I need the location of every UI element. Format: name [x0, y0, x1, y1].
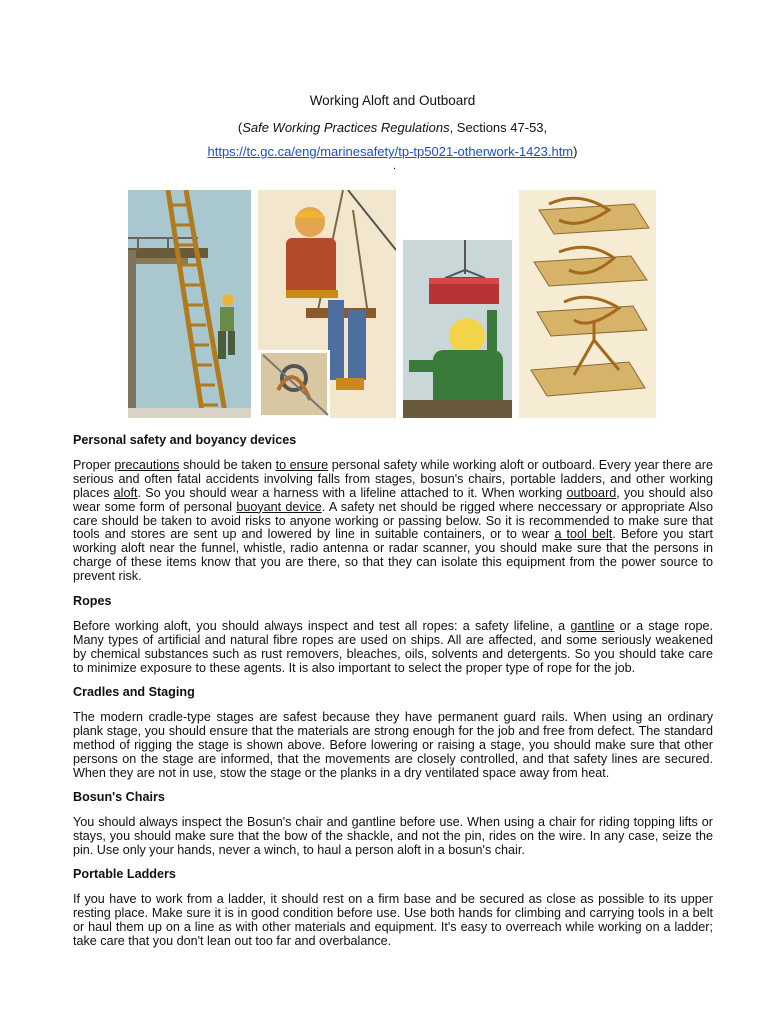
section-paragraph: [73, 620, 713, 676]
text-run: should be taken: [179, 457, 276, 472]
underlined-term: buoyant device: [236, 499, 322, 514]
stage-rigging-knots-illustration: [519, 190, 656, 418]
text-run: Proper: [73, 457, 115, 472]
source-link[interactable]: https://tc.gc.ca/eng/marinesafety/tp-tp5021-otherwork-1423.htm: [207, 144, 574, 159]
section-paragraph: [73, 459, 713, 584]
citation-url-line: [0, 144, 768, 159]
section-paragraph: You should always inspect the Bosun's chair and gantline before use. When using a chair for riding topping lifts or stays, you should make sure that the bow of the shackle, and not the pin, rides on the wire. In any case, seize the pin. Use only your hands, never a winch, to haul a person aloft in a bosun's chair.: [73, 814, 713, 857]
underlined-term: to ensure: [275, 457, 329, 472]
underlined-term: aloft: [113, 485, 138, 500]
worker-climbing-ladder-illustration: [128, 190, 251, 418]
text-run: , you should also wear some form of personal: [73, 485, 714, 514]
worker-in-bosuns-chair-illustration: [258, 190, 396, 418]
section-paragraph: The modern cradle-type stages are safest because they have permanent guard rails. When using an ordinary plank stage, you should ensure that the materials are strong enough for the job and free from defect. The standard method of rigging the stage is shown above. Before lowering or raising a stage, you should make sure that other persons on the stage are informed, that the movements are closely controlled, and that safety lines are secured. When they are not in use, stow the stage or the planks in a dry ventilated space away from heat.: [73, 709, 713, 780]
text-run: or a stage rope. Many types of artificial and natural fibre ropes are used on ships. All are affected, and some seriously weakened by chemical substances such as rust removers, bleaches, oils, solvents and detergents. So you should take care to minimize exposure to these agents. It is also important to select the proper type of rope for the job.: [73, 618, 714, 675]
section-cradles-staging: [73, 686, 713, 780]
text-run: . Before you start working aloft near the funnel, whistle, radio antenna or radar scanner, you should make sure that the persons in charge of these items know that you are there, so that they can isolate this equipment from the power source to prevent risk.: [73, 527, 713, 584]
section-paragraph: If you have to work from a ladder, it should rest on a firm base and be secured as close as possible to its upper resting place. Make sure it is in good condition before use. Use both hands for climbing and carrying tools in a belt or haul them up on a line as with other materials and equipment. It's easy to overreach while working on a ladder; take care that you don't lean out too far and overbalance.: [73, 891, 713, 948]
text-run: Also care should be taken to avoid risks to anyone working or passing below. So it is recommended to make sure that tools and stores are sent up and lowered by line in suitable containers, or to wear: [73, 499, 713, 542]
section-portable-ladders: [73, 868, 713, 949]
separator-dot: .: [393, 160, 397, 172]
worker-hauling-toolbox-illustration: [403, 240, 512, 418]
page-title: Working Aloft and Outboard: [309, 93, 476, 108]
underlined-term: a tool belt: [554, 527, 613, 542]
section-bosuns-chairs: [73, 791, 713, 858]
text-run: Before working aloft, you should always inspect and test all ropes: a safety lifeline, a: [73, 618, 571, 633]
text-run: Every year there are serious and often fatal accidents involving falls from stages, bosun's chairs, portable ladders, and other working places: [73, 457, 714, 500]
underlined-term: precautions: [114, 457, 180, 472]
citation-close: ): [573, 144, 578, 159]
text-run: personal safety while working aloft or outboard.: [328, 457, 596, 472]
underlined-term: gantline: [570, 618, 615, 633]
citation-open: (: [237, 120, 243, 135]
underlined-term: outboard: [566, 485, 617, 500]
citation-regulation: Safe Working Practices Regulations: [242, 120, 450, 135]
section-personal-safety: [73, 434, 713, 584]
citation-sections: , Sections 47-53,: [449, 120, 548, 135]
section-heading: Portable Ladders: [73, 867, 176, 881]
section-heading: Personal safety and boyancy devices: [73, 433, 297, 447]
text-run: . So you should wear a harness with a lifeline attached to it. When working: [137, 485, 567, 500]
section-heading: Bosun's Chairs: [73, 790, 165, 804]
section-heading: Ropes: [73, 594, 112, 608]
citation: [0, 120, 768, 135]
section-heading: Cradles and Staging: [73, 685, 195, 699]
text-run: . A safety net should be rigged where neccessary or appropriate: [321, 499, 685, 514]
section-ropes: [73, 595, 713, 676]
